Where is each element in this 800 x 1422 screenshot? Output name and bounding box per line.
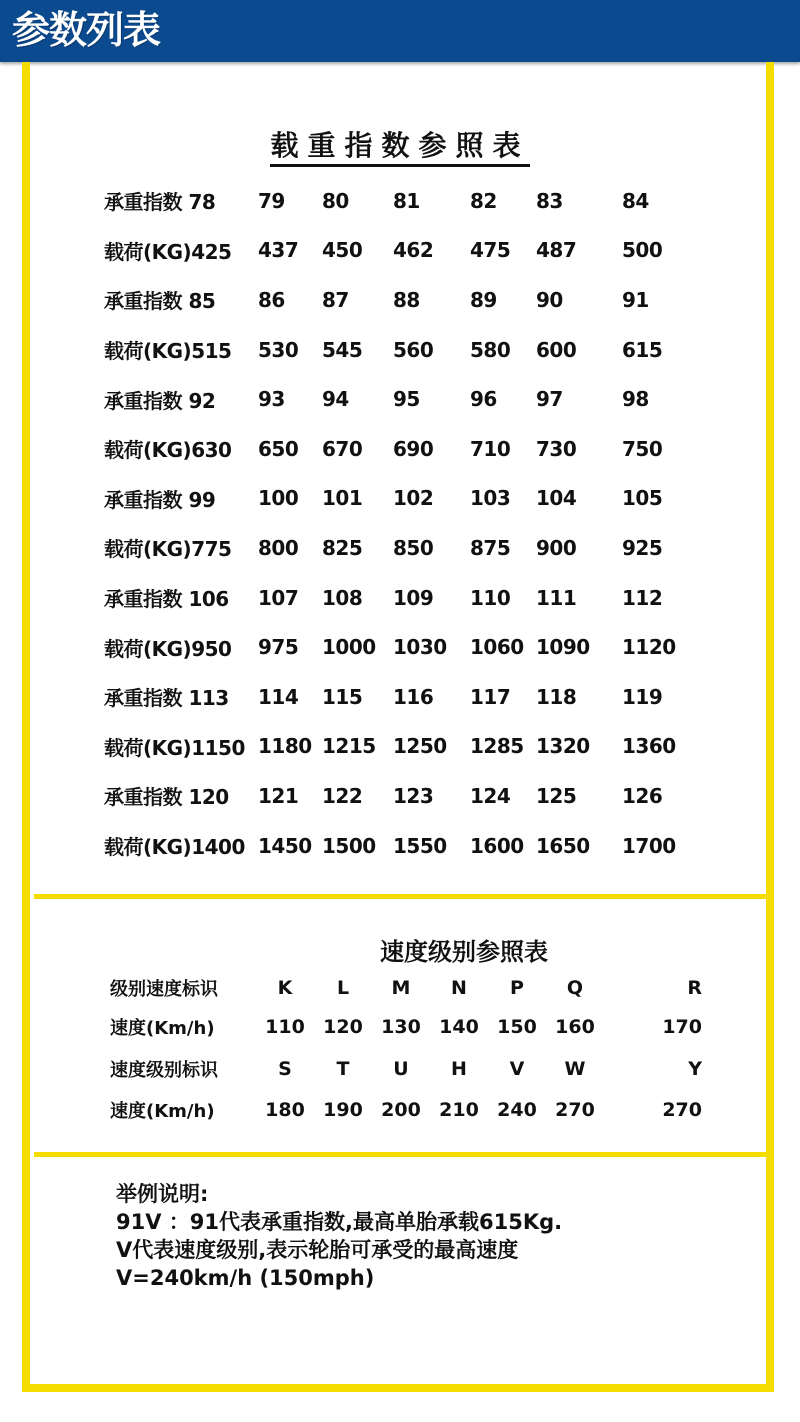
table-cell: 450 (322, 238, 363, 263)
row-label-cell: 载荷(KG)425 (104, 239, 232, 264)
table-cell: 110 (470, 585, 511, 610)
table-row (104, 424, 682, 474)
table-cell: 112 (622, 585, 663, 610)
table-cell: 102 (393, 486, 434, 511)
table-cell: L (336, 977, 350, 999)
table-cell: 710 (470, 436, 511, 461)
table-cell: 107 (258, 585, 299, 610)
table-cell: 126 (622, 783, 663, 808)
table-cell: 111 (536, 585, 577, 610)
table-cell: 462 (393, 238, 434, 263)
table-cell: 190 (323, 1099, 363, 1121)
table-cell: Q (566, 977, 584, 999)
note-line: 举例说明: (116, 1182, 209, 1206)
table-cell: 1120 (622, 635, 676, 660)
row-label-cell: 载荷(KG)775 (104, 537, 232, 562)
row-label-cell: 承重指数 78 (104, 190, 216, 215)
table-cell: 1060 (470, 635, 524, 660)
table-row (104, 672, 682, 722)
table-cell: 1600 (470, 833, 524, 858)
row-label-cell: 载荷(KG)1150 (104, 735, 245, 760)
table-cell: R (687, 977, 702, 999)
table-cell: 1250 (393, 734, 447, 759)
table-cell: 200 (381, 1099, 421, 1121)
page-title: 参数列表 (12, 8, 161, 52)
table-cell: 900 (536, 535, 577, 560)
table-cell: K (277, 977, 293, 999)
table-row (104, 474, 682, 524)
table-cell: 96 (470, 387, 497, 412)
table-cell: 93 (258, 387, 285, 412)
section-divider (34, 894, 772, 899)
table-cell: 84 (622, 188, 649, 213)
table-cell: 487 (536, 238, 577, 263)
table-cell: 98 (622, 387, 649, 412)
row-label-cell: 载荷(KG)950 (104, 636, 232, 661)
section-divider (34, 1152, 772, 1157)
table-cell: 270 (555, 1099, 595, 1121)
table-cell: 140 (439, 1016, 479, 1038)
table-cell: 1450 (258, 833, 312, 858)
table-row (104, 374, 682, 424)
row-label-cell: 承重指数 120 (104, 785, 229, 810)
table-cell: 150 (497, 1016, 537, 1038)
table-cell: 87 (322, 287, 349, 312)
table-cell: 122 (322, 783, 363, 808)
table-cell: 530 (258, 337, 299, 362)
table-cell: 580 (470, 337, 511, 362)
table-cell: 95 (393, 387, 420, 412)
table-cell: 1000 (322, 635, 376, 660)
table-cell: 119 (622, 684, 663, 709)
table-cell: 104 (536, 486, 577, 511)
table-cell: 1320 (536, 734, 590, 759)
table-cell: M (391, 977, 411, 999)
row-label-cell: 承重指数 113 (104, 686, 229, 711)
table-cell: 1700 (622, 833, 676, 858)
load-index-table (104, 176, 682, 870)
table-cell: 750 (622, 436, 663, 461)
table-row (110, 968, 712, 1008)
table-row (104, 573, 682, 623)
row-label-cell: 载荷(KG)630 (104, 438, 232, 463)
table-cell: 690 (393, 436, 434, 461)
table-cell: W (564, 1057, 586, 1080)
table-cell: 82 (470, 188, 497, 213)
table-cell: 100 (258, 486, 299, 511)
table-cell: 115 (322, 684, 363, 709)
table-cell: 560 (393, 337, 434, 362)
row-label-cell: 载荷(KG)1400 (104, 835, 245, 860)
table-cell: 270 (662, 1099, 702, 1121)
table-cell: 114 (258, 684, 299, 709)
table-cell: 545 (322, 337, 363, 362)
table-cell: 81 (393, 188, 420, 213)
table-row (104, 523, 682, 573)
table-cell: 89 (470, 287, 497, 312)
table-cell: 125 (536, 783, 577, 808)
table-row (104, 176, 682, 226)
table-cell: 79 (258, 188, 285, 213)
table-cell: 80 (322, 188, 349, 213)
table-cell: 160 (555, 1016, 595, 1038)
table-cell: 120 (323, 1016, 363, 1038)
table-cell: 90 (536, 287, 563, 312)
table-cell: 170 (662, 1016, 702, 1038)
example-note (116, 1180, 736, 1292)
note-line: V=240km/h (150mph) (116, 1266, 375, 1290)
speed-rating-table (110, 968, 712, 1129)
table-cell: 240 (497, 1099, 537, 1121)
table-cell: 1090 (536, 635, 590, 660)
table-cell: V (509, 1057, 525, 1080)
table-cell: H (451, 1057, 467, 1080)
table-row (104, 275, 682, 325)
table-cell: U (393, 1057, 409, 1080)
table-cell: 437 (258, 238, 299, 263)
table-cell: 109 (393, 585, 434, 610)
table-cell: 875 (470, 535, 511, 560)
table-cell: 1285 (470, 734, 524, 759)
table-cell: 850 (393, 535, 434, 560)
table-cell: 730 (536, 436, 577, 461)
table-row (104, 722, 682, 772)
table-cell: 615 (622, 337, 663, 362)
row-label-cell: 级别速度标识 (110, 979, 218, 1000)
table-cell: 103 (470, 486, 511, 511)
speed-rating-table-title: 速度级别参照表 (380, 938, 548, 966)
load-index-table-title (0, 128, 800, 164)
table-row (104, 771, 682, 821)
table-cell: 650 (258, 436, 299, 461)
row-label-cell: 载荷(KG)515 (104, 339, 232, 364)
table-row (104, 325, 682, 375)
note-line: 91V ：91代表承重指数,最高单胎承载615Kg. (116, 1210, 563, 1234)
table-cell: 1030 (393, 635, 447, 660)
table-cell: 88 (393, 287, 420, 312)
table-cell: 94 (322, 387, 349, 412)
table-row (110, 1091, 712, 1129)
row-label-cell: 速度(Km/h) (110, 1101, 215, 1122)
row-label-cell: 速度(Km/h) (110, 1018, 215, 1039)
table-cell: 210 (439, 1099, 479, 1121)
table-cell: T (336, 1057, 350, 1080)
table-row (104, 226, 682, 276)
table-cell: 1500 (322, 833, 376, 858)
table-cell: 116 (393, 684, 434, 709)
table-cell: 500 (622, 238, 663, 263)
table-row (110, 1046, 712, 1091)
table-cell: 121 (258, 783, 299, 808)
row-label-cell: 承重指数 85 (104, 289, 216, 314)
table-cell: 83 (536, 188, 563, 213)
table-cell: 1550 (393, 833, 447, 858)
table-cell: Y (688, 1057, 702, 1080)
table-cell: P (510, 977, 524, 999)
table-cell: 101 (322, 486, 363, 511)
load-index-title-text: 载重指数参照表 (270, 129, 529, 167)
table-cell: N (451, 977, 467, 999)
row-label-cell: 承重指数 92 (104, 388, 216, 413)
page-header (0, 0, 800, 62)
note-line: V代表速度级别,表示轮胎可承受的最高速度 (116, 1238, 519, 1262)
table-cell: 124 (470, 783, 511, 808)
table-cell: 117 (470, 684, 511, 709)
table-cell: 975 (258, 635, 299, 660)
table-cell: 110 (265, 1016, 305, 1038)
table-cell: 670 (322, 436, 363, 461)
table-cell: 97 (536, 387, 563, 412)
table-cell: 1650 (536, 833, 590, 858)
table-cell: 1360 (622, 734, 676, 759)
table-cell: 86 (258, 287, 285, 312)
table-row (110, 1008, 712, 1046)
row-label-cell: 速度级别标识 (110, 1059, 218, 1081)
table-cell: 108 (322, 585, 363, 610)
table-row (104, 622, 682, 672)
row-label-cell: 承重指数 106 (104, 587, 229, 612)
table-cell: 91 (622, 287, 649, 312)
table-cell: S (278, 1057, 292, 1080)
table-cell: 600 (536, 337, 577, 362)
table-cell: 475 (470, 238, 511, 263)
table-cell: 925 (622, 535, 663, 560)
table-cell: 180 (265, 1099, 305, 1121)
table-cell: 123 (393, 783, 434, 808)
table-cell: 800 (258, 535, 299, 560)
table-cell: 1180 (258, 734, 312, 759)
table-cell: 130 (381, 1016, 421, 1038)
table-row (104, 821, 682, 871)
table-cell: 118 (536, 684, 577, 709)
table-cell: 105 (622, 486, 663, 511)
table-cell: 825 (322, 535, 363, 560)
table-cell: 1215 (322, 734, 376, 759)
row-label-cell: 承重指数 99 (104, 487, 216, 512)
